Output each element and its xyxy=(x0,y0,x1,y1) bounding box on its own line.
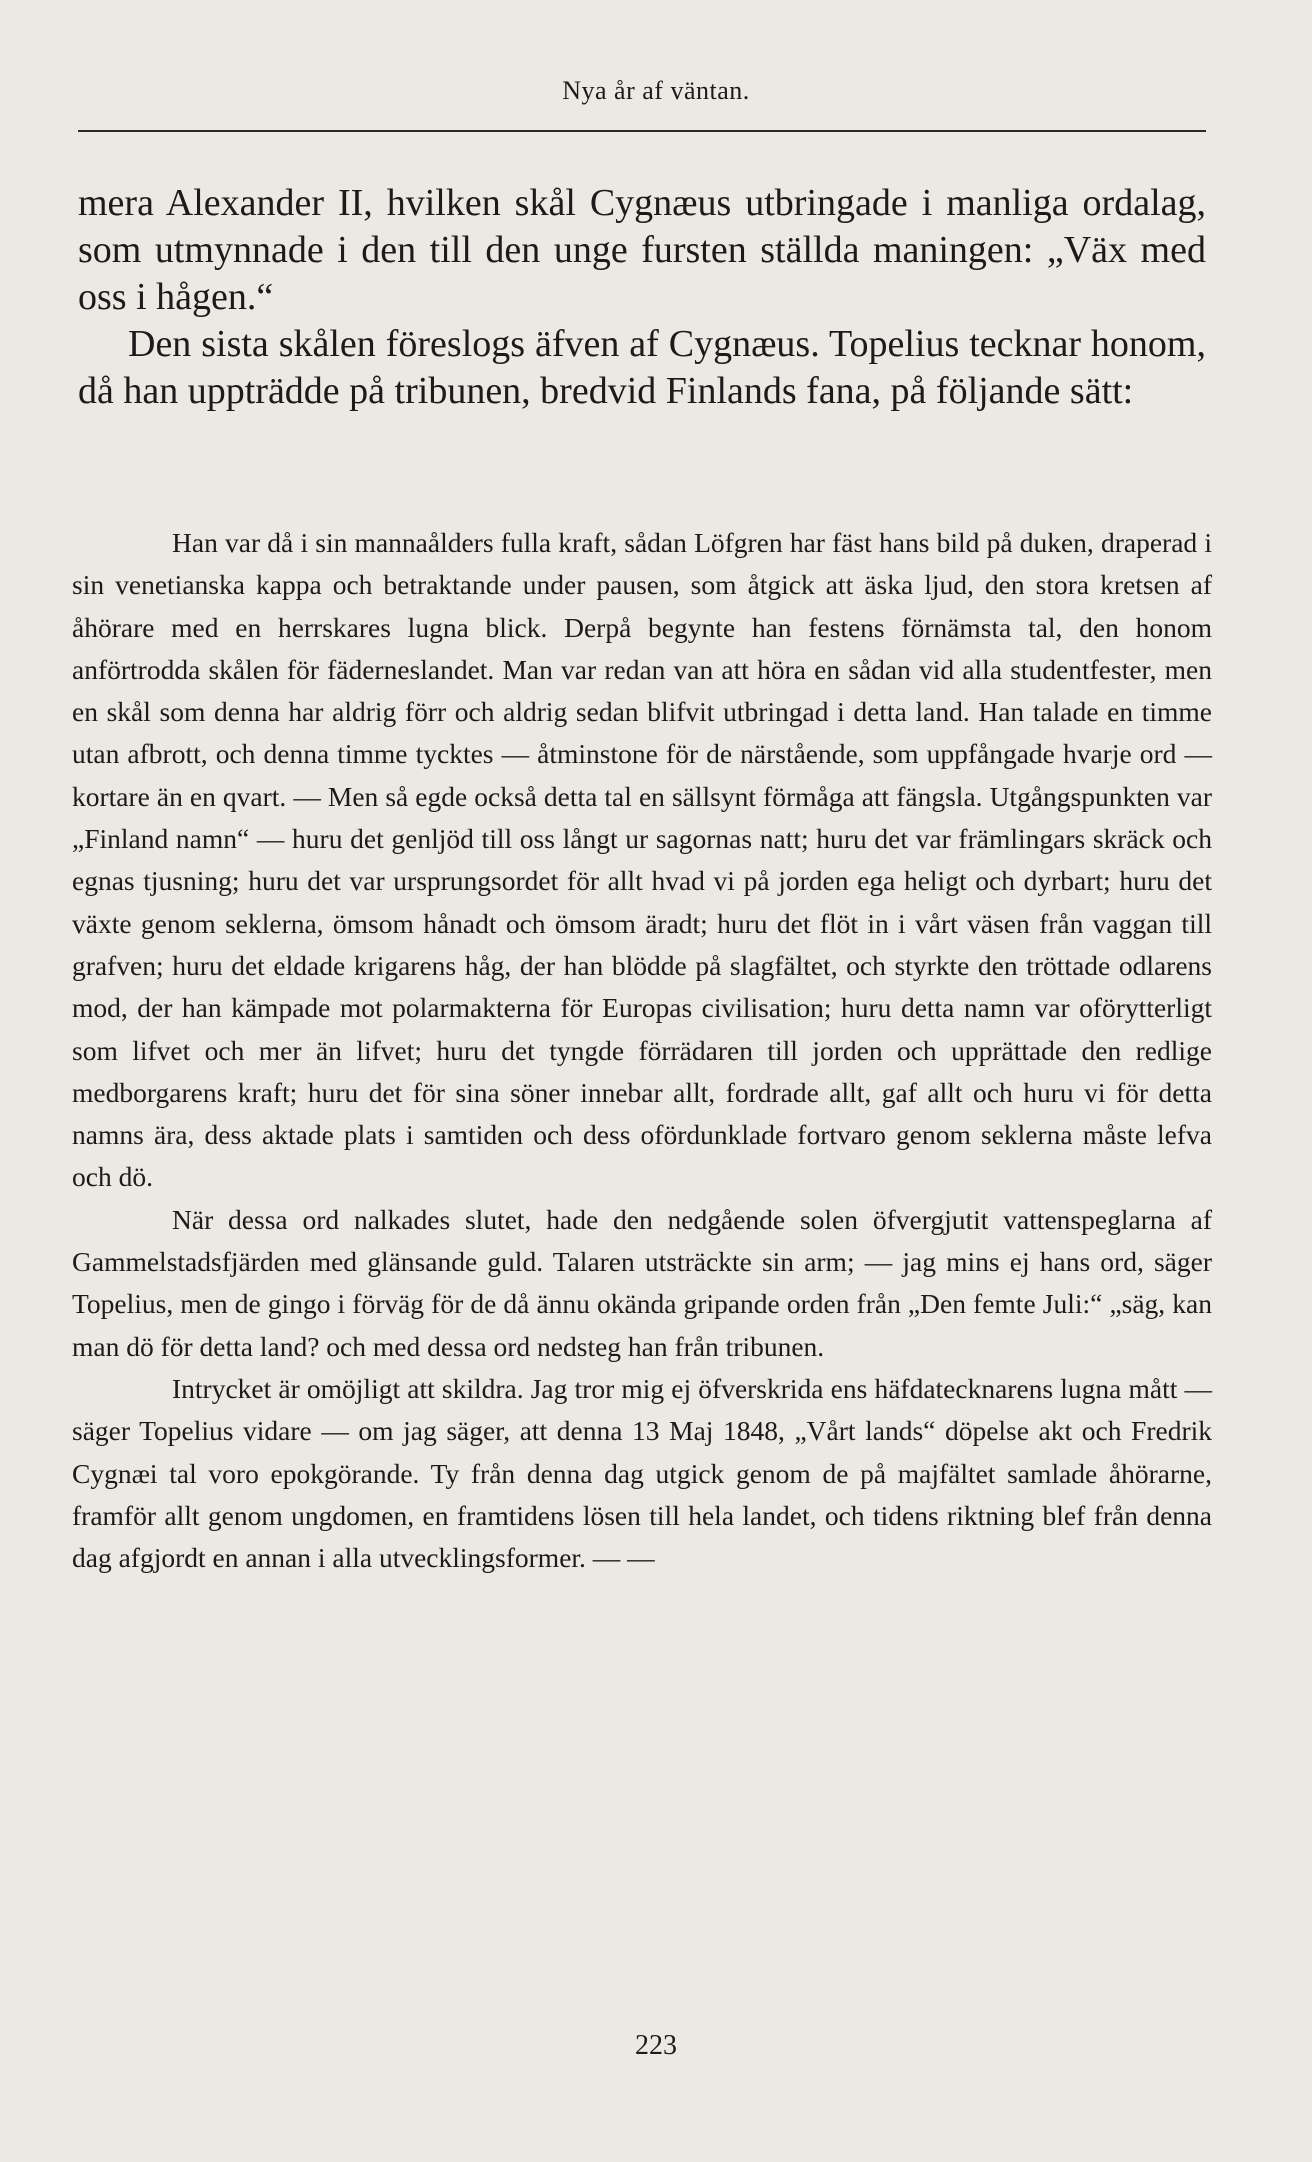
main-paragraph-2: Den sista skålen föreslogs äfven af Cygnæus. Topelius tecknar honom, då han uppträdde på tribunen, bredvid Finlands fana, på följande sätt: xyxy=(78,323,1206,412)
quote-paragraph-2: När dessa ord nalkades slutet, hade den nedgående solen öfvergjutit vattenspeglarna af Gammelstadsfjärden med glänsande guld. Talaren utsträckte sin arm; — jag mins ej hans ord, säger Topelius, men de gingo i förväg för de då ännu okända gripande orden från „Den femte Juli:“ „säg, kan man dö för detta land? och med dessa ord nedsteg han från tribunen. xyxy=(72,1203,1212,1362)
quoted-passage xyxy=(72,522,1212,1579)
running-head: Nya år af väntan. xyxy=(562,76,750,105)
quote-paragraph-1: Han var då i sin mannaålders fulla kraft, sådan Löfgren har fäst hans bild på duken, draperad i sin venetianska kappa och betraktande under pausen, som åtgick att äska ljud, den stora kretsen af åhörare med en herrskares lugna blick. Derpå begynte han festens förnämsta tal, den honom anförtrodda skålen för fäderneslandet. Man var redan van att höra en sådan vid alla studentfester, men en skål som denna har aldrig förr och aldrig sedan blifvit utbringad i detta land. Han talade en timme utan afbrott, och denna timme tycktes — åtminstone för de närstående, som uppfångade hvarje ord — kortare än en qvart. — Men så egde också detta tal en sällsynt förmåga att fängsla. Utgångspunkten var „Finland namn“ — huru det genljöd till oss långt ur sagornas natt; huru det var främlingars skräck och egnas tjusning; huru det var ursprungsordet för allt hvad vi på jorden ega heligt och dyrbart; huru det växte genom seklerna, ömsom hånadt och ömsom äradt; huru det flöt in i vårt väsen från vaggan till grafven; huru det eldade krigarens håg, der han blödde på slagfältet, och styrkte den tröttade odlarens mod, der han kämpade mot polarmakterna för Europas civilisation; huru detta namn var oförytterligt som lifvet och mer än lifvet; huru det tyngde förrädaren till jorden och upprättade den redlige medborgarens kraft; huru det för sina söner innebar allt, fordrade allt, gaf allt och huru vi för detta namns ära, dess aktade plats i samtiden och dess ofördunklade fortvaro genom seklerna måste lefva och dö. xyxy=(72,527,1212,1193)
quote-paragraph-3: Intrycket är omöjligt att skildra. Jag tror mig ej öfverskrida ens häfdatecknarens lugna mått — säger Topelius vidare — om jag säger, att denna 13 Maj 1848, „Vårt lands“ döpelse akt och Fredrik Cygnæi tal voro epokgörande. Ty från denna dag utgick genom de på majfältet samlade åhörarne, framför allt genom ungdomen, en framtidens lösen till hela landet, och tidens riktning blef från denna dag afgjordt en annan i alla utvecklingsformer. — — xyxy=(72,1372,1212,1574)
page-number: 223 xyxy=(635,2030,677,2061)
header-rule xyxy=(78,130,1206,132)
main-text xyxy=(78,180,1206,415)
main-paragraph-1: mera Alexander II, hvilken skål Cygnæus utbringade i manliga ordalag, som utmynnade i den till den unge fursten ställda maningen: „Väx med oss i hågen.“ xyxy=(78,182,1206,318)
